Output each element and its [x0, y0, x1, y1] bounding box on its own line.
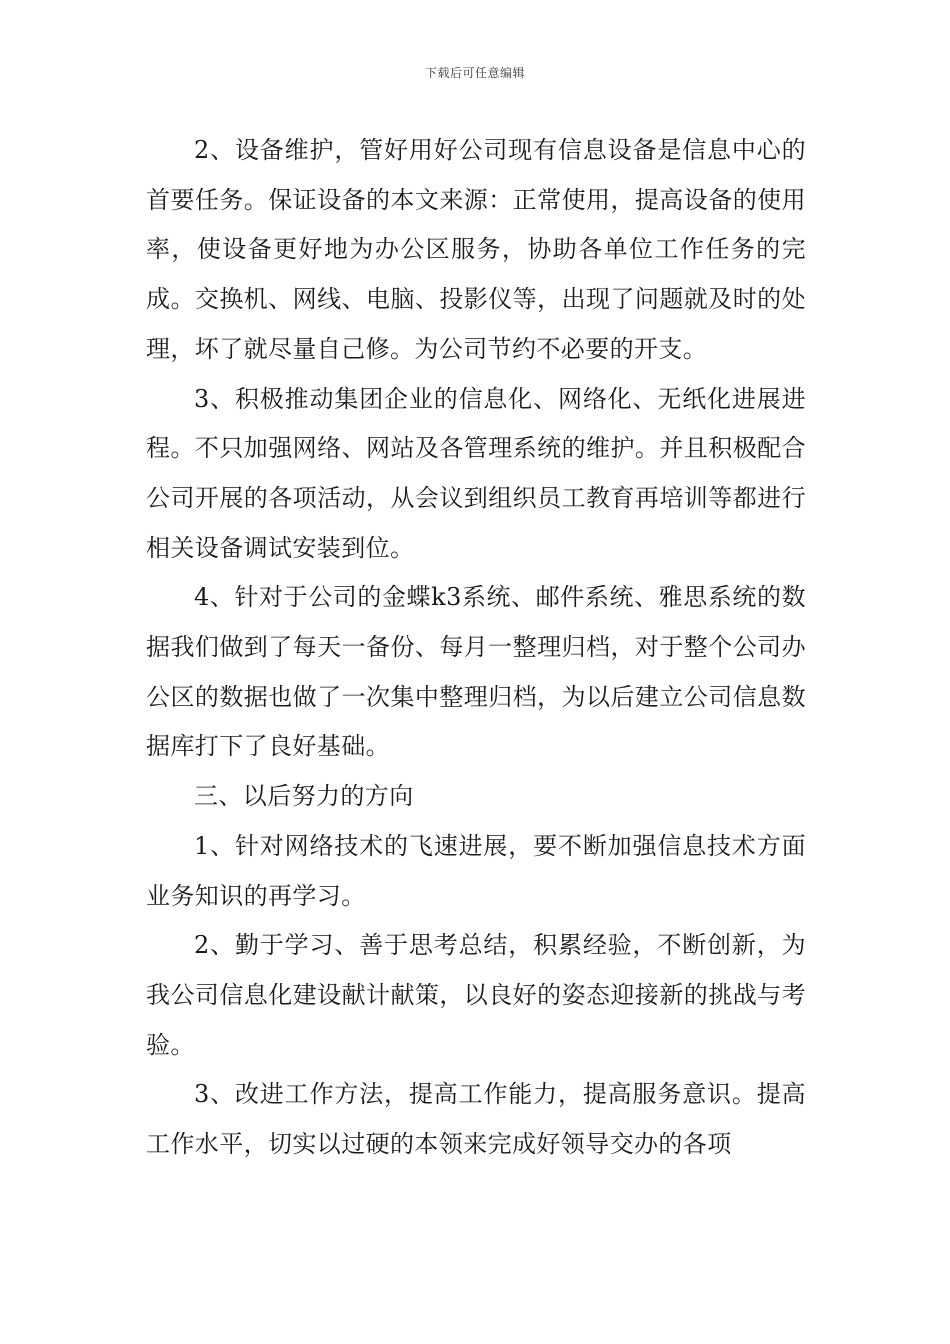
paragraph-learning: 1、针对网络技术的飞速进展，要不断加强信息技术方面业务知识的再学习。: [146, 831, 806, 910]
page-header: 下载后可任意编辑: [424, 66, 525, 80]
section-heading-future-direction: 三、以后努力的方向: [194, 782, 414, 811]
paragraph-innovation: 2、勤于学习、善于思考总结，积累经验，不断创新，为我公司信息化建设献计献策，以良好的姿态迎接新的挑战与考验。: [146, 931, 806, 1059]
paragraph-equipment-maintenance: 2、设备维护，管好用好公司现有信息设备是信息中心的首要任务。保证设备的本文来源：正常使用，提高设备的使用率，使设备更好地为办公区服务，协助各单位工作任务的完成。交换机、网线、电脑、投影仪等，出现了问题就及时的处理，坏了就尽量自己修。为公司节约不必要的开支。: [146, 136, 806, 363]
document-body: [146, 126, 806, 1170]
paragraph-work-methods: 3、改进工作方法，提高工作能力，提高服务意识。提高工作水平，切实以过硬的本领来完成好领导交办的各项: [146, 1080, 806, 1159]
paragraph-data-backup: 4、针对于公司的金蝶k3系统、邮件系统、雅思系统的数据我们做到了每天一备份、每月一整理归档，对于整个公司办公区的数据也做了一次集中整理归档，为以后建立公司信息数据库打下了良好基础。: [146, 583, 806, 761]
paragraph-informatization: 3、积极推动集团企业的信息化、网络化、无纸化进展进程。不只加强网络、网站及各管理系统的维护。并且积极配合公司开展的各项活动，从会议到组织员工教育再培训等都进行相关设备调试安装到位。: [146, 384, 806, 562]
